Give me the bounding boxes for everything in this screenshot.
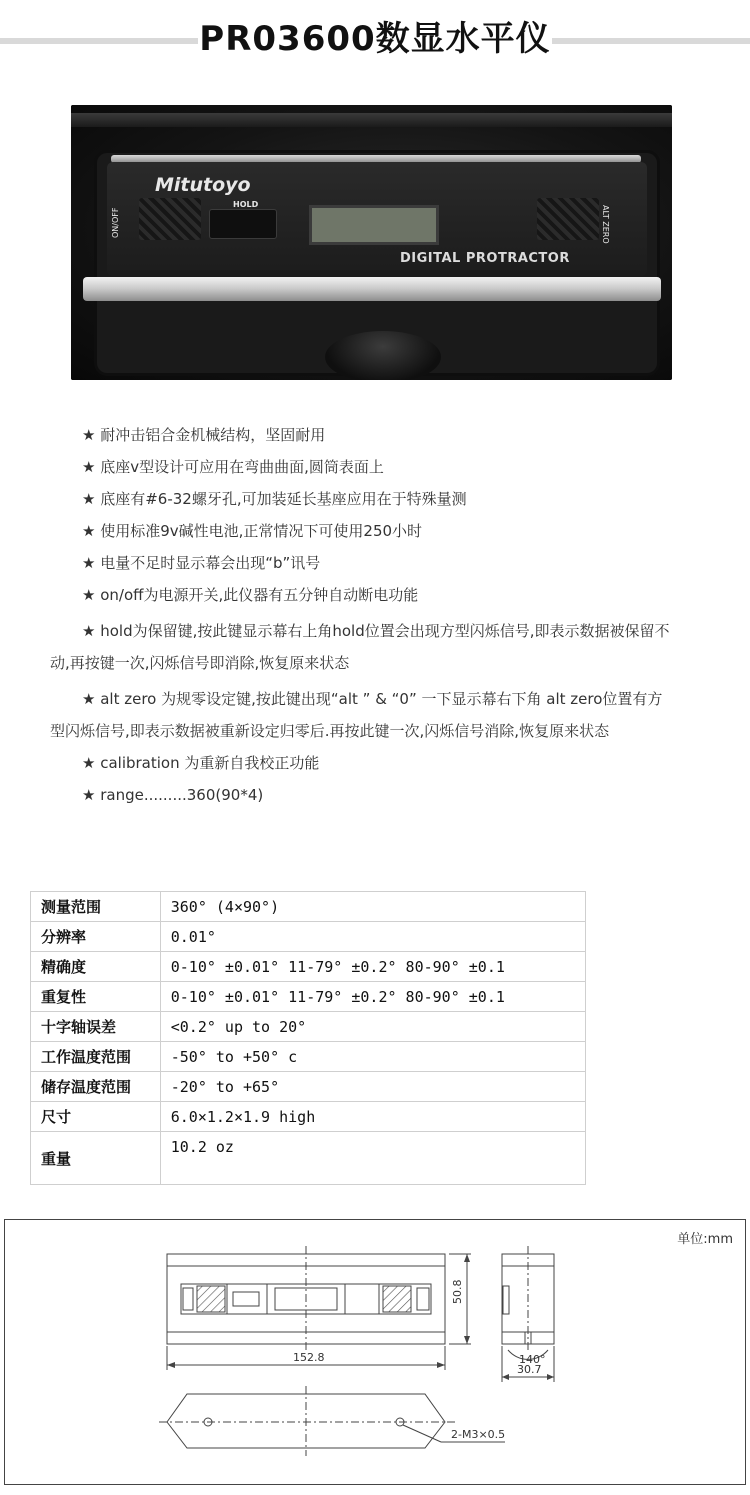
title-bar [0,16,750,64]
lcd-display [309,205,439,245]
dimension-drawing [4,1219,746,1485]
spec-value: 0.01° [160,922,585,952]
spec-value: 360° (4×90°) [160,892,585,922]
spec-value: 10.2 oz [160,1132,585,1185]
feature-item: ★ hold为保留键,按此键显示幕右上角hold位置会出现方型闪烁信号,即表示数据被保留不动,再按键一次,闪烁信号即消除,恢复原来状态 [50,622,670,672]
model-text: DIGITAL PROTRACTOR [400,251,570,266]
hole-note-label: 2-M3×0.5 [451,1428,506,1441]
spec-label: 精确度 [31,952,161,982]
unit-label: 单位:mm [677,1232,733,1247]
right-button-hatch [383,1286,411,1312]
alt-zero-label: ALT ZERO [601,205,610,244]
spec-label: 测量范围 [31,892,161,922]
feature-item: ★ 底座v型设计可应用在弯曲曲面,圆筒表面上 [82,458,384,476]
spec-label: 重复性 [31,982,161,1012]
drawing-svg [5,1220,745,1484]
title-divider-right [552,38,750,44]
hold-label: HOLD [233,200,259,209]
left-button-hatch [197,1286,225,1312]
spec-label: 十字轴误差 [31,1012,161,1042]
feature-list [50,419,670,811]
brand-logo: Mitutoyo [155,174,251,196]
table-row [31,922,586,952]
metal-strip [83,277,661,301]
table-row [31,1102,586,1132]
feature-item: ★ on/off为电源开关,此仪器有五分钟自动断电功能 [82,586,419,604]
spec-label: 尺寸 [31,1102,161,1132]
spec-label: 储存温度范围 [31,1072,161,1102]
table-row [31,952,586,982]
feature-item: ★ calibration 为重新自我校正功能 [82,754,320,772]
feature-item: ★ 底座有#6-32螺牙孔,可加装延长基座应用在于特殊量测 [82,490,467,508]
spec-label: 重量 [31,1132,161,1185]
table-row [31,1132,586,1185]
table-row [31,1012,586,1042]
spec-value: 0-10° ±0.01° 11-79° ±0.2° 80-90° ±0.1 [160,982,585,1012]
onoff-label: ON/OFF [111,207,120,239]
onoff-button-pad [139,198,201,240]
spec-value: -20° to +65° [160,1072,585,1102]
spec-label: 工作温度范围 [31,1042,161,1072]
feature-item: ★ alt zero 为规零设定键,按此键出现“alt ” & “0” 一下显示幕右下角 alt zero位置有方型闪烁信号,即表示数据被重新设定归零后.再按此键一次,闪烁信号消除,恢复原来状态 [50,690,663,740]
spec-label: 分辨率 [31,922,161,952]
table-row [31,982,586,1012]
dim-height-label: 50.8 [451,1279,464,1304]
hold-button [209,209,277,239]
feature-item: ★ range.........360(90*4) [82,786,264,804]
spec-table [30,891,586,1185]
feature-item: ★ 耐冲击铝合金机械结构，坚固耐用 [82,426,326,444]
table-row [31,1072,586,1102]
dim-width-label: 30.7 [517,1363,542,1376]
spec-value: -50° to +50° c [160,1042,585,1072]
table-row [31,892,586,922]
alt-zero-button-pad [537,198,599,240]
title-divider-left [0,38,198,44]
feature-item: ★ 电量不足时显示幕会出现“b”讯号 [82,554,321,572]
spec-value: 0-10° ±0.01° 11-79° ±0.2° 80-90° ±0.1 [160,952,585,982]
stand-knob [325,331,441,380]
page-title: PR03600数显水平仪 [199,19,551,59]
spec-value: <0.2° up to 20° [160,1012,585,1042]
feature-item: ★ 使用标准9v碱性电池,正常情况下可使用250小时 [82,522,423,540]
spec-value: 6.0×1.2×1.9 high [160,1102,585,1132]
table-row [31,1042,586,1072]
product-photo [71,105,672,380]
dim-angle-label: 140° [519,1353,546,1366]
dim-length-label: 152.8 [293,1351,325,1364]
